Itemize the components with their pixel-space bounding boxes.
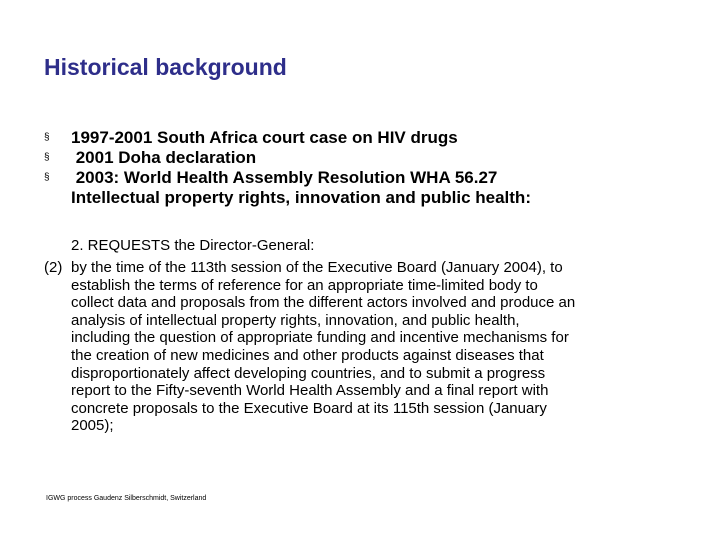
bullet-item-wha-resolution <box>44 168 684 208</box>
paragraph-line: by the time of the 113th session of the Executive Board (January 2004), to <box>71 259 563 276</box>
bullet-item-south-africa-case <box>44 128 684 148</box>
slide-footer: IGWG process Gaudenz Silberschmidt, Switzerland <box>46 495 207 502</box>
paragraph-line: analysis of intellectual property rights, innovation, and public health, <box>71 311 520 329</box>
paragraph-line: the creation of new medicines and other products against diseases that <box>71 346 544 364</box>
bullet-subline: Intellectual property rights, innovation and public health: <box>71 188 531 207</box>
paragraph-line: collect data and proposals from the different actors involved and produce an <box>71 294 576 312</box>
bullet-item-doha-declaration <box>44 148 684 168</box>
slide-title: Historical background <box>44 54 287 80</box>
bullet-marker-icon: § <box>44 172 50 183</box>
paragraph-line: disproportionately affect developing countries, and to submit a progress <box>71 364 546 382</box>
requests-line: 2. REQUESTS the Director-General: <box>71 237 315 254</box>
bullet-list <box>44 128 684 208</box>
paragraph-line: concrete proposals to the Executive Board at its 115th session (January <box>71 399 547 417</box>
resolution-paragraph <box>44 259 684 435</box>
bullet-marker-icon: § <box>44 132 50 143</box>
bullet-text: 2001 Doha declaration <box>71 148 257 167</box>
paragraph-line: report to the Fifty-seventh World Health Assembly and a final report with <box>71 382 549 400</box>
bullet-text: 2003: World Health Assembly Resolution WHA 56.27 <box>71 168 498 187</box>
paragraph-line: 2005); <box>71 417 114 435</box>
bullet-text: 1997-2001 South Africa court case on HIV drugs <box>71 128 458 147</box>
paragraph-number: (2) <box>44 259 63 276</box>
paragraph-line: including the question of appropriate funding and incentive mechanisms for <box>71 329 569 347</box>
paragraph-line: establish the terms of reference for an appropriate time-limited body to <box>71 276 538 294</box>
bullet-marker-icon: § <box>44 152 50 163</box>
